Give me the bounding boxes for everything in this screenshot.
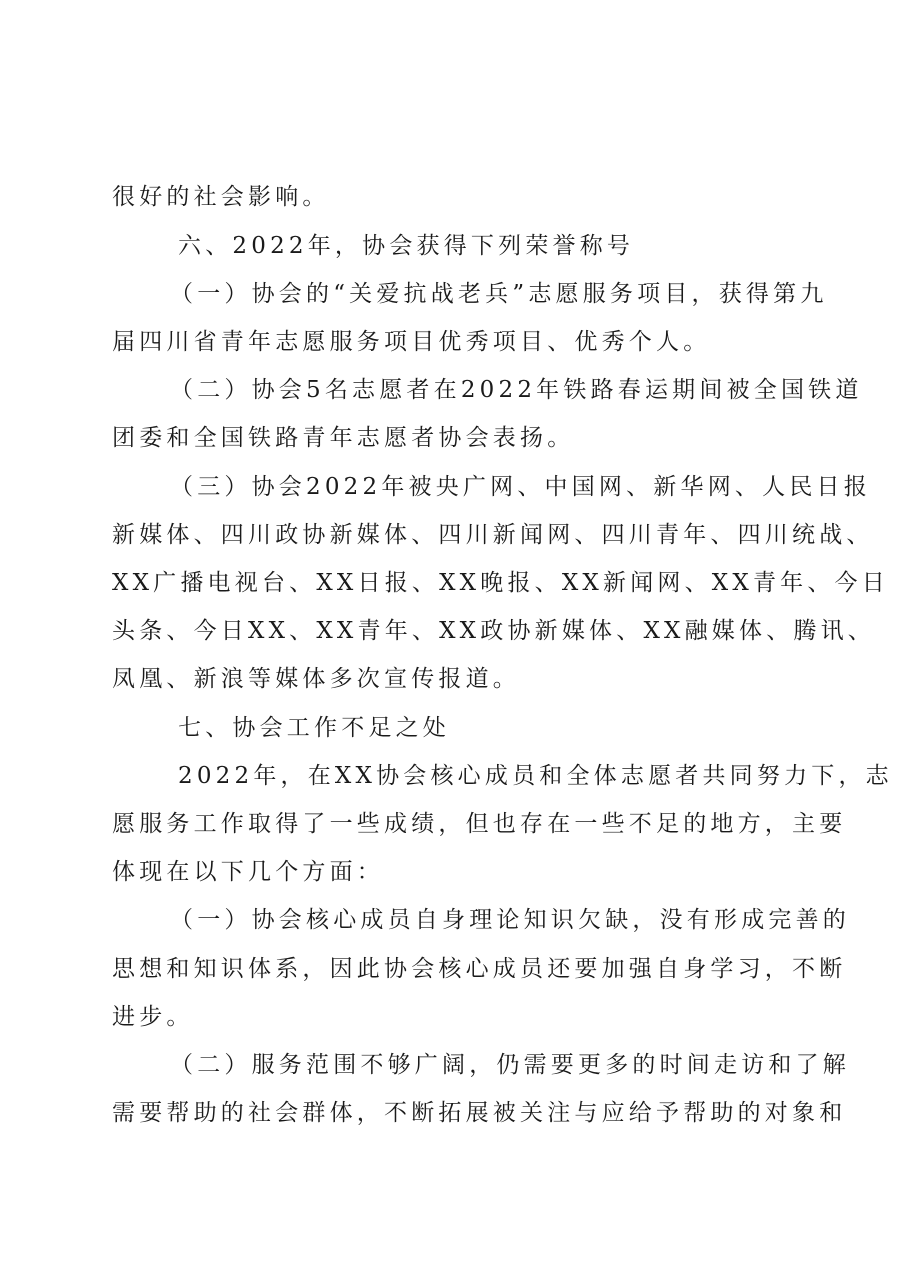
paragraph-line: 愿服务工作取得了一些成绩，但也存在一些不足的地方，主要 <box>112 811 847 837</box>
paragraph-line: （二）协会5名志愿者在2022年铁路春运期间被全国铁道 <box>170 377 863 403</box>
paragraph-line: 思想和知识体系，因此协会核心成员还要加强自身学习，不断 <box>112 956 847 982</box>
paragraph-line: 进步。 <box>112 1004 194 1030</box>
paragraph-line: 届四川省青年志愿服务项目优秀项目、优秀个人。 <box>112 329 711 355</box>
paragraph-line: （一）协会核心成员自身理论知识欠缺，没有形成完善的 <box>170 907 850 933</box>
paragraph-line: 凤凰、新浪等媒体多次宣传报道。 <box>112 666 520 692</box>
paragraph-line: 很好的社会影响。 <box>112 184 330 210</box>
section-heading-shortcomings: 七、协会工作不足之处 <box>178 715 450 741</box>
paragraph-line: 需要帮助的社会群体，不断拓展被关注与应给予帮助的对象和 <box>112 1100 847 1126</box>
paragraph-line: 团委和全国铁路青年志愿者协会表扬。 <box>112 425 575 451</box>
paragraph-line: 2022年，在XX协会核心成员和全体志愿者共同努力下，志 <box>178 763 893 789</box>
paragraph-line: XX广播电视台、XX日报、XX晚报、XX新闻网、XX青年、今日 <box>112 570 889 596</box>
paragraph-line: 体现在以下几个方面： <box>112 859 384 885</box>
paragraph-line: （三）协会2022年被央广网、中国网、新华网、人民日报 <box>170 474 871 500</box>
paragraph-line: 新媒体、四川政协新媒体、四川新闻网、四川青年、四川统战、 <box>112 522 874 548</box>
paragraph-line: （二）服务范围不够广阔，仍需要更多的时间走访和了解 <box>170 1052 850 1078</box>
section-heading-honors: 六、2022年，协会获得下列荣誉称号 <box>178 233 635 259</box>
paragraph-line: （一）协会的“关爱抗战老兵”志愿服务项目，获得第九 <box>170 281 828 307</box>
paragraph-line: 头条、今日XX、XX青年、XX政协新媒体、XX融媒体、腾讯、 <box>112 618 875 644</box>
